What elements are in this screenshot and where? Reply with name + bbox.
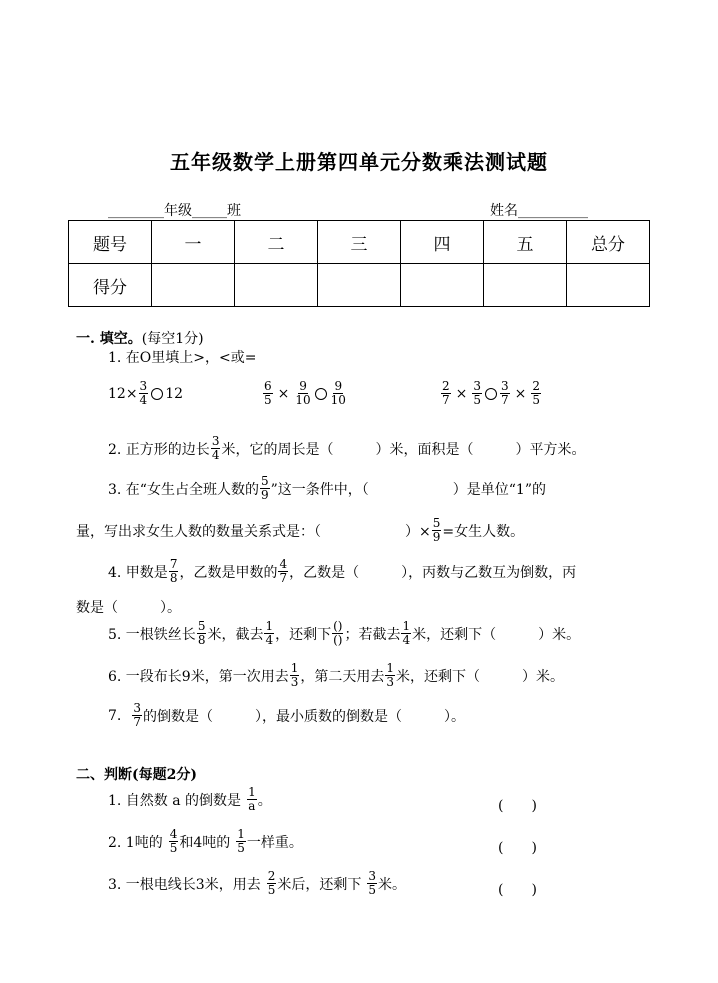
question-text: ，乙数是甲数的: [179, 564, 278, 581]
denominator: 10: [295, 393, 311, 407]
fraction: [236, 828, 246, 855]
expr-text: 12: [165, 385, 184, 402]
numerator: 2: [267, 869, 276, 883]
denominator: 3: [386, 675, 394, 689]
question-text: ”这一条件中，（ ）是单位“1”的: [270, 481, 546, 498]
question-text: 3. 在“女生占全班人数的: [108, 481, 259, 498]
q2-1: [108, 786, 272, 813]
question-text: 和4吨的: [179, 834, 231, 851]
score-cell[interactable]: [235, 264, 318, 307]
numerator: (): [333, 619, 343, 633]
fraction: [531, 380, 541, 407]
q1-1-expr-2: [262, 380, 348, 407]
denominator: 8: [169, 571, 178, 585]
numerator: 3: [139, 379, 148, 393]
grade-class-line: [108, 200, 241, 220]
numerator: 2: [442, 379, 450, 393]
numerator: 3: [211, 434, 220, 448]
answer-paren[interactable]: ( ): [498, 798, 537, 814]
denominator: 9: [260, 488, 269, 502]
fraction: [290, 662, 300, 689]
numerator: 9: [334, 379, 343, 393]
numerator: 3: [368, 869, 376, 883]
question-text: 米，截去: [207, 626, 264, 643]
q1-3-line-1: [108, 475, 546, 502]
denominator: 7: [133, 715, 141, 729]
question-text: 的倒数是（ ），最小质数的倒数是（ ）。: [143, 708, 465, 725]
score-cell[interactable]: [401, 264, 484, 307]
table-cell: 四: [401, 221, 484, 264]
question-text: ；若截去: [344, 626, 401, 643]
fraction: [432, 517, 442, 544]
table-cell: 一: [152, 221, 235, 264]
operator: ×: [455, 385, 468, 402]
operator: ×: [277, 385, 290, 402]
fraction: [263, 380, 273, 407]
table-cell: 总分: [567, 221, 650, 264]
fraction: [264, 620, 274, 647]
q1-3-line-2: [76, 517, 524, 544]
section-2-title: 二、判断: [76, 767, 132, 783]
fraction: [247, 786, 257, 813]
question-text: ，第二天用去: [300, 668, 385, 685]
compare-circle[interactable]: [315, 388, 327, 400]
expr-text: 12×: [108, 385, 138, 402]
question-text: 1. 自然数 a 的倒数是: [108, 792, 242, 809]
question-text: 6. 一段布长9米，第一次用去: [108, 668, 289, 685]
table-cell: 得分: [69, 264, 152, 307]
question-text: 2. 正方形的边长: [108, 441, 210, 458]
denominator: 4: [265, 633, 274, 647]
question-text: 米，还剩下（ ）米。: [396, 668, 564, 685]
table-row: [69, 264, 650, 307]
fraction: [278, 558, 288, 585]
denominator: 10: [330, 393, 346, 407]
section-1-title: 一. 填空。: [76, 331, 142, 347]
question-text: ，还剩下: [275, 626, 332, 643]
question-text: =女生人数。: [442, 523, 525, 540]
q1-7: [108, 702, 465, 729]
question-text: ，乙数是（ ），丙数与乙数互为倒数，丙: [289, 564, 577, 581]
q1-6: [108, 662, 564, 689]
fraction: [197, 620, 207, 647]
denominator: 5: [473, 393, 482, 407]
denominator: 4: [139, 393, 148, 407]
q1-4-line-1: [108, 558, 576, 585]
fraction: [500, 380, 510, 407]
fraction-blank[interactable]: [332, 620, 343, 647]
answer-paren[interactable]: ( ): [498, 882, 537, 898]
fraction: [211, 435, 221, 462]
fraction: [441, 380, 451, 407]
fraction: [472, 380, 482, 407]
q1-5: [108, 620, 580, 647]
question-text: 2. 1吨的: [108, 834, 163, 851]
numerator: 5: [432, 516, 441, 530]
fraction: [139, 380, 149, 407]
q2-3: [108, 870, 406, 897]
question-text: 米后，还剩下: [277, 876, 362, 893]
denominator: 5: [169, 841, 178, 855]
question-text: 米。: [378, 876, 406, 893]
denominator: 7: [279, 571, 288, 585]
denominator: 5: [264, 393, 272, 407]
table-row: [69, 221, 650, 264]
numerator: 9: [299, 379, 307, 393]
fraction: [267, 870, 277, 897]
numerator: 3: [501, 379, 509, 393]
denominator: 4: [211, 448, 220, 462]
numerator: 1: [237, 827, 245, 841]
numerator: 3: [473, 379, 482, 393]
fraction: [169, 558, 179, 585]
q1-1-expr-3: [440, 380, 542, 407]
denominator: 5: [237, 841, 245, 855]
numerator: 7: [169, 557, 178, 571]
class-blank[interactable]: _____: [192, 203, 227, 219]
table-cell: 五: [484, 221, 567, 264]
denominator: 7: [501, 393, 509, 407]
score-cell[interactable]: [567, 264, 650, 307]
compare-circle[interactable]: [485, 388, 497, 400]
score-table: [68, 220, 650, 307]
q1-1-expr-1: [108, 380, 183, 407]
q1-1-text: 1. 在O里填上>，<或=: [108, 350, 257, 366]
compare-circle[interactable]: [151, 388, 163, 400]
denominator: a: [248, 799, 256, 813]
question-text: 4. 甲数是: [108, 564, 168, 581]
score-cell[interactable]: [152, 264, 235, 307]
table-cell: 二: [235, 221, 318, 264]
class-label: 班: [227, 203, 241, 219]
question-text: 一样重。: [246, 834, 303, 851]
table-cell: 题号: [69, 221, 152, 264]
name-label: 姓名: [490, 203, 518, 219]
score-cell[interactable]: [318, 264, 401, 307]
section-2-note: (每题2分): [132, 767, 197, 783]
q2-2: [108, 828, 303, 855]
denominator: 4: [402, 633, 411, 647]
score-cell[interactable]: [484, 264, 567, 307]
numerator: 5: [260, 474, 269, 488]
fraction: [132, 702, 142, 729]
numerator: 1: [402, 619, 411, 633]
section-1-heading: [76, 328, 204, 348]
name-line: [490, 200, 588, 220]
fraction: [260, 475, 270, 502]
numerator: 1: [248, 785, 256, 799]
section-1-note: (每空1分): [141, 331, 204, 347]
numerator: 6: [264, 379, 272, 393]
numerator: 4: [279, 557, 288, 571]
question-text: 米，它的周长是（ ）米，面积是（ ）平方米。: [221, 441, 586, 458]
numerator: 1: [290, 661, 299, 675]
denominator: (): [333, 633, 343, 647]
page-title: 五年级数学上册第四单元分数乘法测试题: [170, 150, 548, 174]
name-blank[interactable]: __________: [518, 203, 588, 219]
numerator: 2: [532, 379, 541, 393]
grade-blank[interactable]: ________: [108, 203, 164, 219]
fraction: [294, 380, 311, 407]
fraction: [169, 828, 179, 855]
numerator: 4: [169, 827, 178, 841]
numerator: 1: [386, 661, 394, 675]
fraction: [401, 620, 411, 647]
fraction: [367, 870, 377, 897]
denominator: 9: [432, 530, 441, 544]
section-2-heading: [76, 764, 197, 784]
q1-4-line-2: 数是（ ）。: [76, 600, 181, 616]
question-text: 3. 一根电线长3米，用去: [108, 876, 261, 893]
operator: ×: [514, 385, 527, 402]
table-cell: 三: [318, 221, 401, 264]
denominator: 7: [442, 393, 450, 407]
question-text: 量，写出求女生人数的数量关系式是：（ ）×: [76, 523, 431, 540]
question-text: 米，还剩下（ ）米。: [412, 626, 581, 643]
q1-2: [108, 435, 585, 462]
grade-label: 年级: [164, 203, 192, 219]
answer-paren[interactable]: ( ): [498, 840, 537, 856]
question-text: 5. 一根铁丝长: [108, 626, 196, 643]
fraction: [330, 380, 347, 407]
numerator: 1: [265, 619, 274, 633]
numerator: 3: [133, 701, 141, 715]
denominator: 8: [197, 633, 206, 647]
denominator: 5: [267, 883, 276, 897]
denominator: 5: [532, 393, 541, 407]
denominator: 3: [290, 675, 299, 689]
denominator: 5: [368, 883, 376, 897]
question-text: 。: [257, 792, 272, 809]
fraction: [385, 662, 395, 689]
question-text: 7.: [108, 707, 122, 724]
numerator: 5: [197, 619, 206, 633]
